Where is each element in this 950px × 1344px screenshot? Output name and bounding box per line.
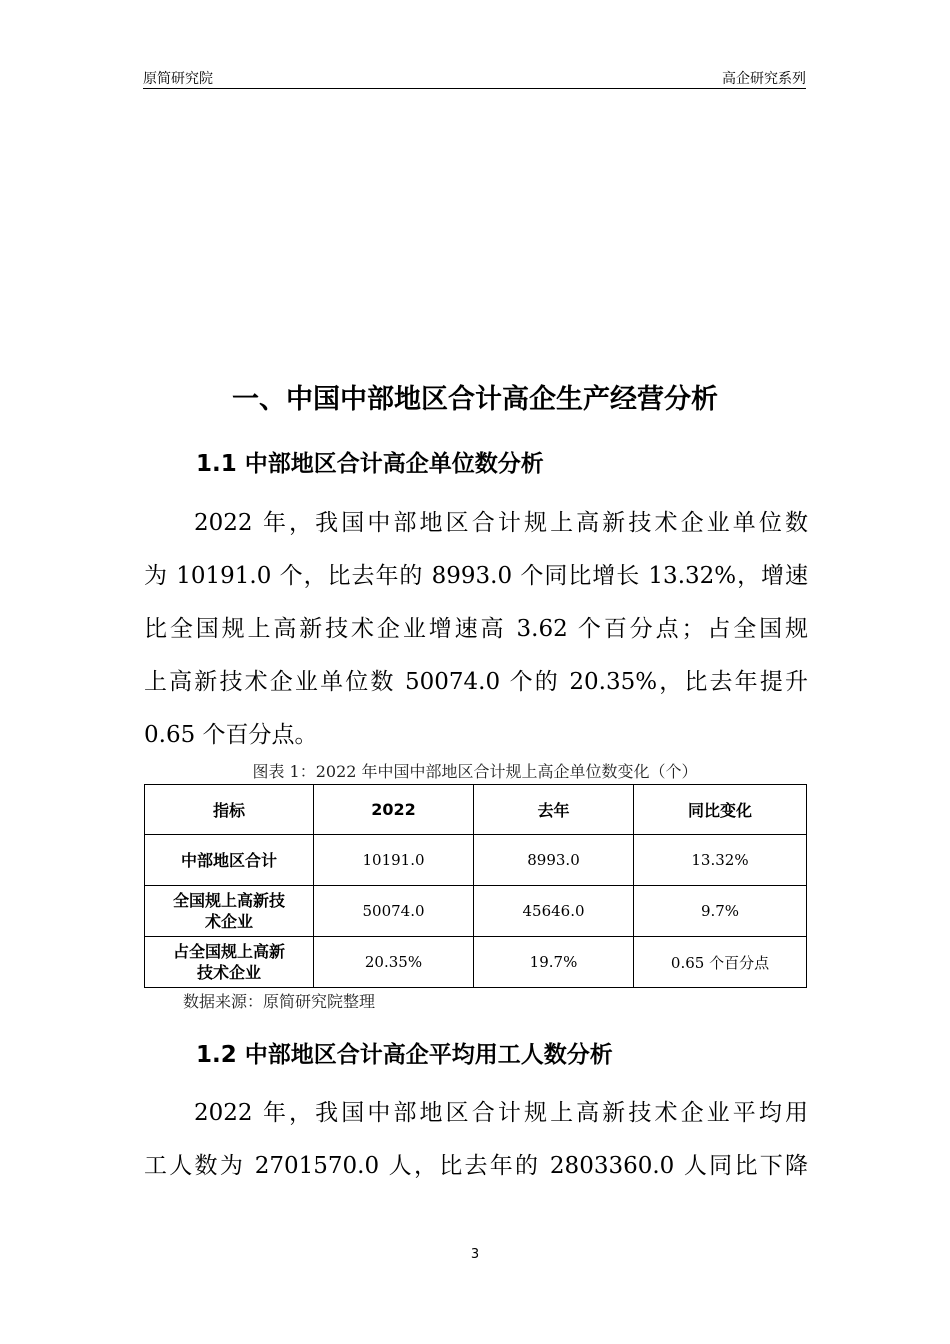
table-header-row — [145, 785, 807, 835]
paragraph-line: 比全国规上高新技术企业增速高 3.62 个百分点；占全国规 — [144, 616, 808, 642]
column-header: 2022 — [314, 785, 474, 835]
table-row — [145, 886, 807, 937]
paragraph-line: 工人数为 2701570.0 人，比去年的 2803360.0 人同比下降 — [144, 1153, 808, 1179]
paragraph-line: 2022 年，我国中部地区合计规上高新技术企业平均用 — [194, 1100, 808, 1126]
page-number: 3 — [470, 1247, 480, 1262]
row-label: 中部地区合计 — [145, 835, 314, 886]
column-header: 同比变化 — [634, 785, 807, 835]
page-header — [143, 68, 806, 89]
column-header: 去年 — [474, 785, 634, 835]
subsection-title-1-2: 1.2 中部地区合计高企平均用工人数分析 — [196, 1042, 613, 1068]
row-label: 全国规上高新技 术企业 — [145, 886, 314, 937]
table-cell: 13.32% — [634, 835, 807, 886]
table-cell: 20.35% — [314, 937, 474, 988]
table-cell: 8993.0 — [474, 835, 634, 886]
table-caption: 图表 1：2022 年中国中部地区合计规上高企单位数变化（个） — [252, 762, 698, 781]
column-header: 指标 — [145, 785, 314, 835]
table-cell: 45646.0 — [474, 886, 634, 937]
table-cell: 0.65 个百分点 — [634, 937, 807, 988]
paragraph-line: 2022 年，我国中部地区合计规上高新技术企业单位数 — [194, 510, 808, 536]
subsection-title-1-1: 1.1 中部地区合计高企单位数分析 — [196, 451, 544, 477]
header-series-name: 高企研究系列 — [722, 71, 806, 87]
table-cell: 19.7% — [474, 937, 634, 988]
table-cell: 9.7% — [634, 886, 807, 937]
paragraph-line: 0.65 个百分点。 — [144, 722, 318, 748]
paragraph-employee-count — [144, 1087, 808, 1193]
paragraph-line: 为 10191.0 个，比去年的 8993.0 个同比增长 13.32%，增速 — [144, 563, 808, 589]
table-cell: 50074.0 — [314, 886, 474, 937]
paragraph-line: 上高新技术企业单位数 50074.0 个的 20.35%，比去年提升 — [144, 669, 808, 695]
unit-count-table — [144, 784, 807, 988]
header-org-name: 原简研究院 — [143, 71, 213, 87]
table-row — [145, 835, 807, 886]
table-row — [145, 937, 807, 988]
section-title: 一、中国中部地区合计高企生产经营分析 — [232, 384, 718, 415]
paragraph-unit-count — [144, 497, 808, 762]
table-cell: 10191.0 — [314, 835, 474, 886]
row-label: 占全国规上高新 技术企业 — [145, 937, 314, 988]
table-source-note: 数据来源：原简研究院整理 — [183, 992, 376, 1011]
